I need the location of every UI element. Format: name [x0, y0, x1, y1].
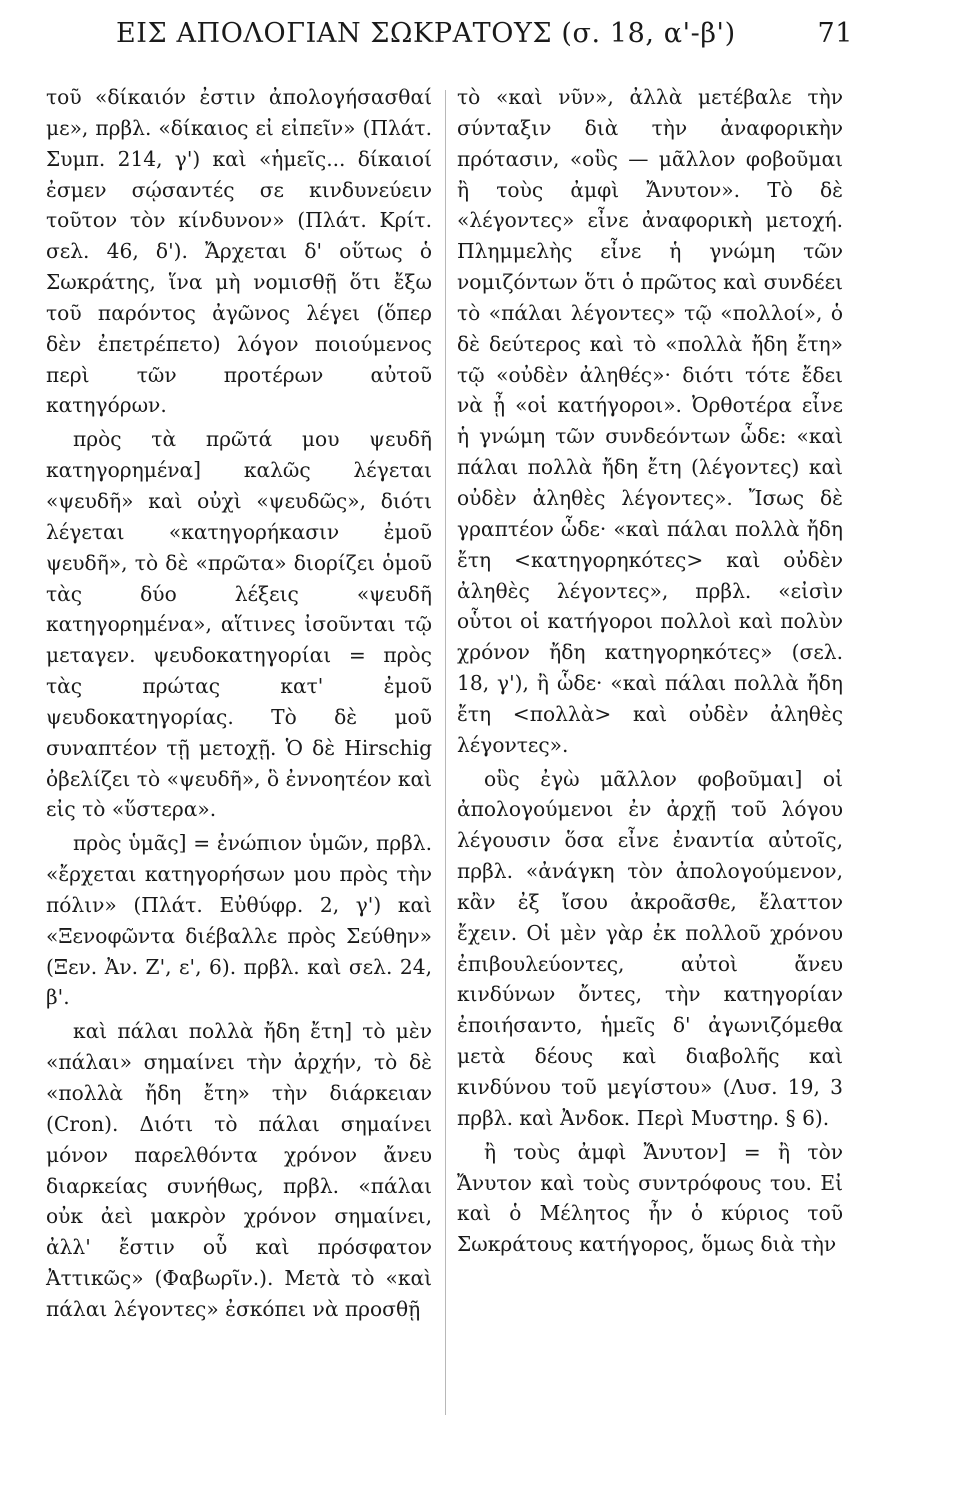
paragraph: πρὸς ὑμᾶς] = ἐνώπιον ὑμῶν, πρβλ. «ἔρχεται κατηγορήσων μου πρὸς τὴν πόλιν» (Πλάτ. Εὐθύφρ. 2, γ') καὶ «Ξενοφῶντα διέβαλλε πρὸς Σεύθην» (Ξεν. Ἀν. Ζ', ε', 6). πρβλ. καὶ σελ. 24, β'. — [46, 831, 432, 1010]
right-column — [457, 82, 843, 1260]
page-number: 71 — [817, 18, 853, 49]
running-title: ΕΙΣ ΑΠΟΛΟΓΙΑΝ ΣΩΚΡΑΤΟΥΣ (σ. 18, α'-β') — [116, 18, 736, 49]
paragraph: καὶ πάλαι πολλὰ ἤδη ἔτη] τὸ μὲν «πάλαι» σημαίνει τὴν ἀρχήν, τὸ δὲ «πολλὰ ἤδη ἔτη» τὴν διάρκειαν (Cron). Διότι τὸ πάλαι σημαίνει μόνον παρελθόντα χρόνον ἄνευ διαρκείας συνήθως, πρβλ. «πάλαι οὐκ ἀεὶ μακρὸν χρόνον σημαίνει, ἀλλ' ἔστιν οὗ καὶ πρόσφατον Ἀττικῶς» (Φαβωρῖν.). Μετὰ τὸ «καὶ πάλαι λέγοντες» ἐσκόπει νὰ προσθῇ — [46, 1019, 432, 1321]
paragraph: τοῦ «δίκαιόν ἐστιν ἀπολογήσασθαί με», πρβλ. «δίκαιος εἰ εἰπεῖν» (Πλάτ. Συμπ. 214, γ') καὶ «ἡμεῖς... δίκαιοί ἐσμεν σῴσαντές σε κινδυνεύειν τοῦτον τὸν κίνδυνον» (Πλάτ. Κρίτ. σελ. 46, δ'). Ἄρχεται δ' οὕτως ὁ Σωκράτης, ἵνα μὴ νομισθῇ ὅτι ἔξω τοῦ παρόντος ἀγῶνος λέγει (ὅπερ δὲν ἐπετρέπετο) λόγον ποιούμενος περὶ τῶν προτέρων αὐτοῦ κατηγόρων. — [46, 85, 432, 418]
column-divider — [445, 90, 446, 1415]
paragraph: πρὸς τὰ πρῶτά μου ψευδῆ κατηγορημένα] καλῶς λέγεται «ψευδῆ» καὶ οὐχὶ «ψευδῶς», διότι λέγεται «κατηγορήκασιν ἐμοῦ ψευδῆ», τὸ δὲ «πρῶτα» διορίζει ὁμοῦ τὰς δύο λέξεις «ψευδῆ κατηγορημένα», αἵτινες ἰσοῦνται τῷ μεταγεν. ψευδοκατηγορίαι = πρὸς τὰς πρώτας κατ' ἐμοῦ ψευδοκατηγορίας. Τὸ δὲ μοῦ συναπτέον τῇ μετοχῇ. Ὁ δὲ Hirschig ὀβελίζει τὸ «ψευδῆ», ὃ ἐννοητέον καὶ εἰς τὸ «ὕστερα». — [46, 427, 432, 822]
paragraph: ἢ τοὺς ἀμφὶ Ἄνυτον] = ἢ τὸν Ἄνυτον καὶ τοὺς συντρόφους του. Εἰ καὶ ὁ Μέλητος ἦν ὁ κύριος τοῦ Σωκράτους κατήγορος, ὅμως διὰ τὴν — [457, 1139, 843, 1257]
paragraph: οὓς ἐγὼ μᾶλλον φοβοῦμαι] οἱ ἀπολογούμενοι ἐν ἀρχῇ τοῦ λόγου λέγουσιν ὅσα εἶνε ἐναντία αὐτοῖς, πρβλ. «ἀνάγκη τὸν ἀπολογούμενον, κἂν ἐξ ἴσου ἀκροᾶσθε, ἔλαττον ἔχειν. Οἱ μὲν γὰρ ἐκ πολλοῦ χρόνου ἐπιβουλεύοντες, αὐτοὶ ἄνευ κινδύνων ὄντες, τὴν κατηγορίαν ἐποιήσαντο, ἡμεῖς δ' ἀγωνιζόμεθα μετὰ δέους καὶ διαβολῆς καὶ κινδύνου τοῦ μεγίστου» (Λυσ. 19, 3 πρβλ. καὶ Ἀνδοκ. Περὶ Μυστηρ. § 6). — [457, 766, 843, 1130]
page-header — [46, 14, 853, 58]
paragraph: τὸ «καὶ νῦν», ἀλλὰ μετέβαλε τὴν σύνταξιν διὰ τὴν ἀναφορικὴν πρότασιν, «οὓς — μᾶλλον φοβοῦμαι ἢ τοὺς ἀμφὶ Ἄνυτον». Τὸ δὲ «λέγοντες» εἶνε ἀναφορικὴ μετοχή. Πλημμελὴς εἶνε ἡ γνώμη τῶν νομιζόντων ὅτι ὁ πρῶτος καὶ συνδέει τὸ «πάλαι λέγοντες» τῷ «πολλοί», ὁ δὲ δεύτερος καὶ τὸ «πολλὰ ἤδη ἔτη» τῷ «οὐδὲν ἀληθές»· διότι τότε ἔδει νὰ ᾖ «οἱ κατήγοροι». Ὀρθοτέρα εἶνε ἡ γνώμη τῶν συνδεόντων ὧδε: «καὶ πάλαι πολλὰ ἤδη ἔτη (λέγοντες) καὶ οὐδὲν ἀληθὲς λέγοντες». Ἴσως δὲ γραπτέον ὧδε· «καὶ πάλαι πολλὰ ἤδη ἔτη <κατηγορηκότες> καὶ οὐδὲν ἀληθὲς λέγοντες», πρβλ. «εἰσὶν οὗτοι οἱ κατήγοροι πολλοὶ καὶ πολὺν χρόνον ἤδη κατηγορηκότες» (σελ. 18, γ'), ἢ ὧδε· «καὶ πάλαι πολλὰ ἤδη ἔτη <πολλὰ> καὶ οὐδὲν ἀληθὲς λέγοντες». — [457, 85, 843, 757]
left-column — [46, 82, 432, 1325]
